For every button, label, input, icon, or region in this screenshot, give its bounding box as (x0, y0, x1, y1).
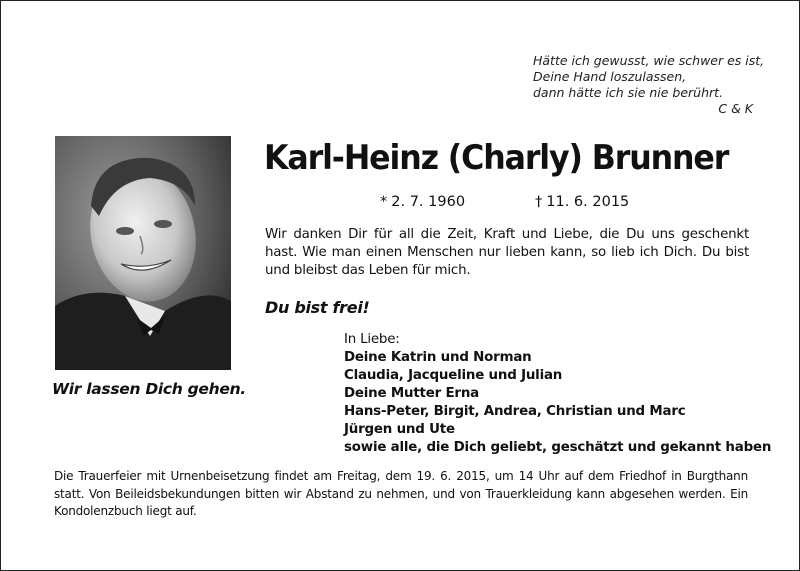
mourner-entry: Claudia, Jacqueline und Julian (344, 368, 563, 383)
funeral-notice: Die Trauerfeier mit Urnenbeisetzung findet am Freitag, dem 19. 6. 2015, um 14 Uhr auf dem Friedhof in Burgthann statt. Von Beileidsbekundungen bitten wir Abstand zu nehmen, und von Trauerkleidung kann abgesehen werden. Ein Kondolenzbuch liegt auf. (54, 469, 748, 518)
quote-line: Deine Hand loszulassen, (533, 69, 687, 84)
birth-date-value: 2. 7. 1960 (391, 194, 466, 210)
quote-line: dann hätte ich sie nie berührt. (533, 85, 724, 100)
mourner-entry: Deine Mutter Erna (344, 386, 479, 401)
mourner-entry: Hans-Peter, Birgit, Andrea, Christian und Marc (344, 404, 686, 419)
mourner-entry: Jürgen und Ute (344, 422, 455, 437)
memorial-quote (533, 53, 765, 117)
photo-caption: Wir lassen Dich gehen. (52, 380, 246, 398)
portrait-photo-graphic (55, 136, 231, 370)
death-date (535, 194, 629, 210)
farewell-message: Wir danken Dir für all die Zeit, Kraft und Liebe, die Du uns geschenkt hast. Wie man einen Menschen nur lieben kann, so lieb ich Dich. Du bist und bleibst das Leben für mich. (265, 227, 749, 278)
mourners-list (344, 331, 772, 457)
deceased-name: Karl-Heinz (Charly) Brunner (264, 138, 729, 178)
emphasis-line: Du bist frei! (265, 298, 370, 317)
death-date-value: 11. 6. 2015 (546, 194, 630, 210)
quote-line: Hätte ich gewusst, wie schwer es ist, (533, 53, 765, 68)
birth-date (380, 194, 465, 210)
mourners-intro: In Liebe: (344, 332, 400, 347)
death-symbol-icon: † (535, 194, 543, 210)
portrait-photo (55, 136, 231, 370)
mourner-entry: sowie alle, die Dich geliebt, geschätzt und gekannt haben (344, 440, 772, 455)
mourner-entry: Deine Katrin und Norman (344, 350, 532, 365)
birth-symbol: * (380, 194, 388, 210)
quote-signature: C & K (718, 101, 753, 116)
